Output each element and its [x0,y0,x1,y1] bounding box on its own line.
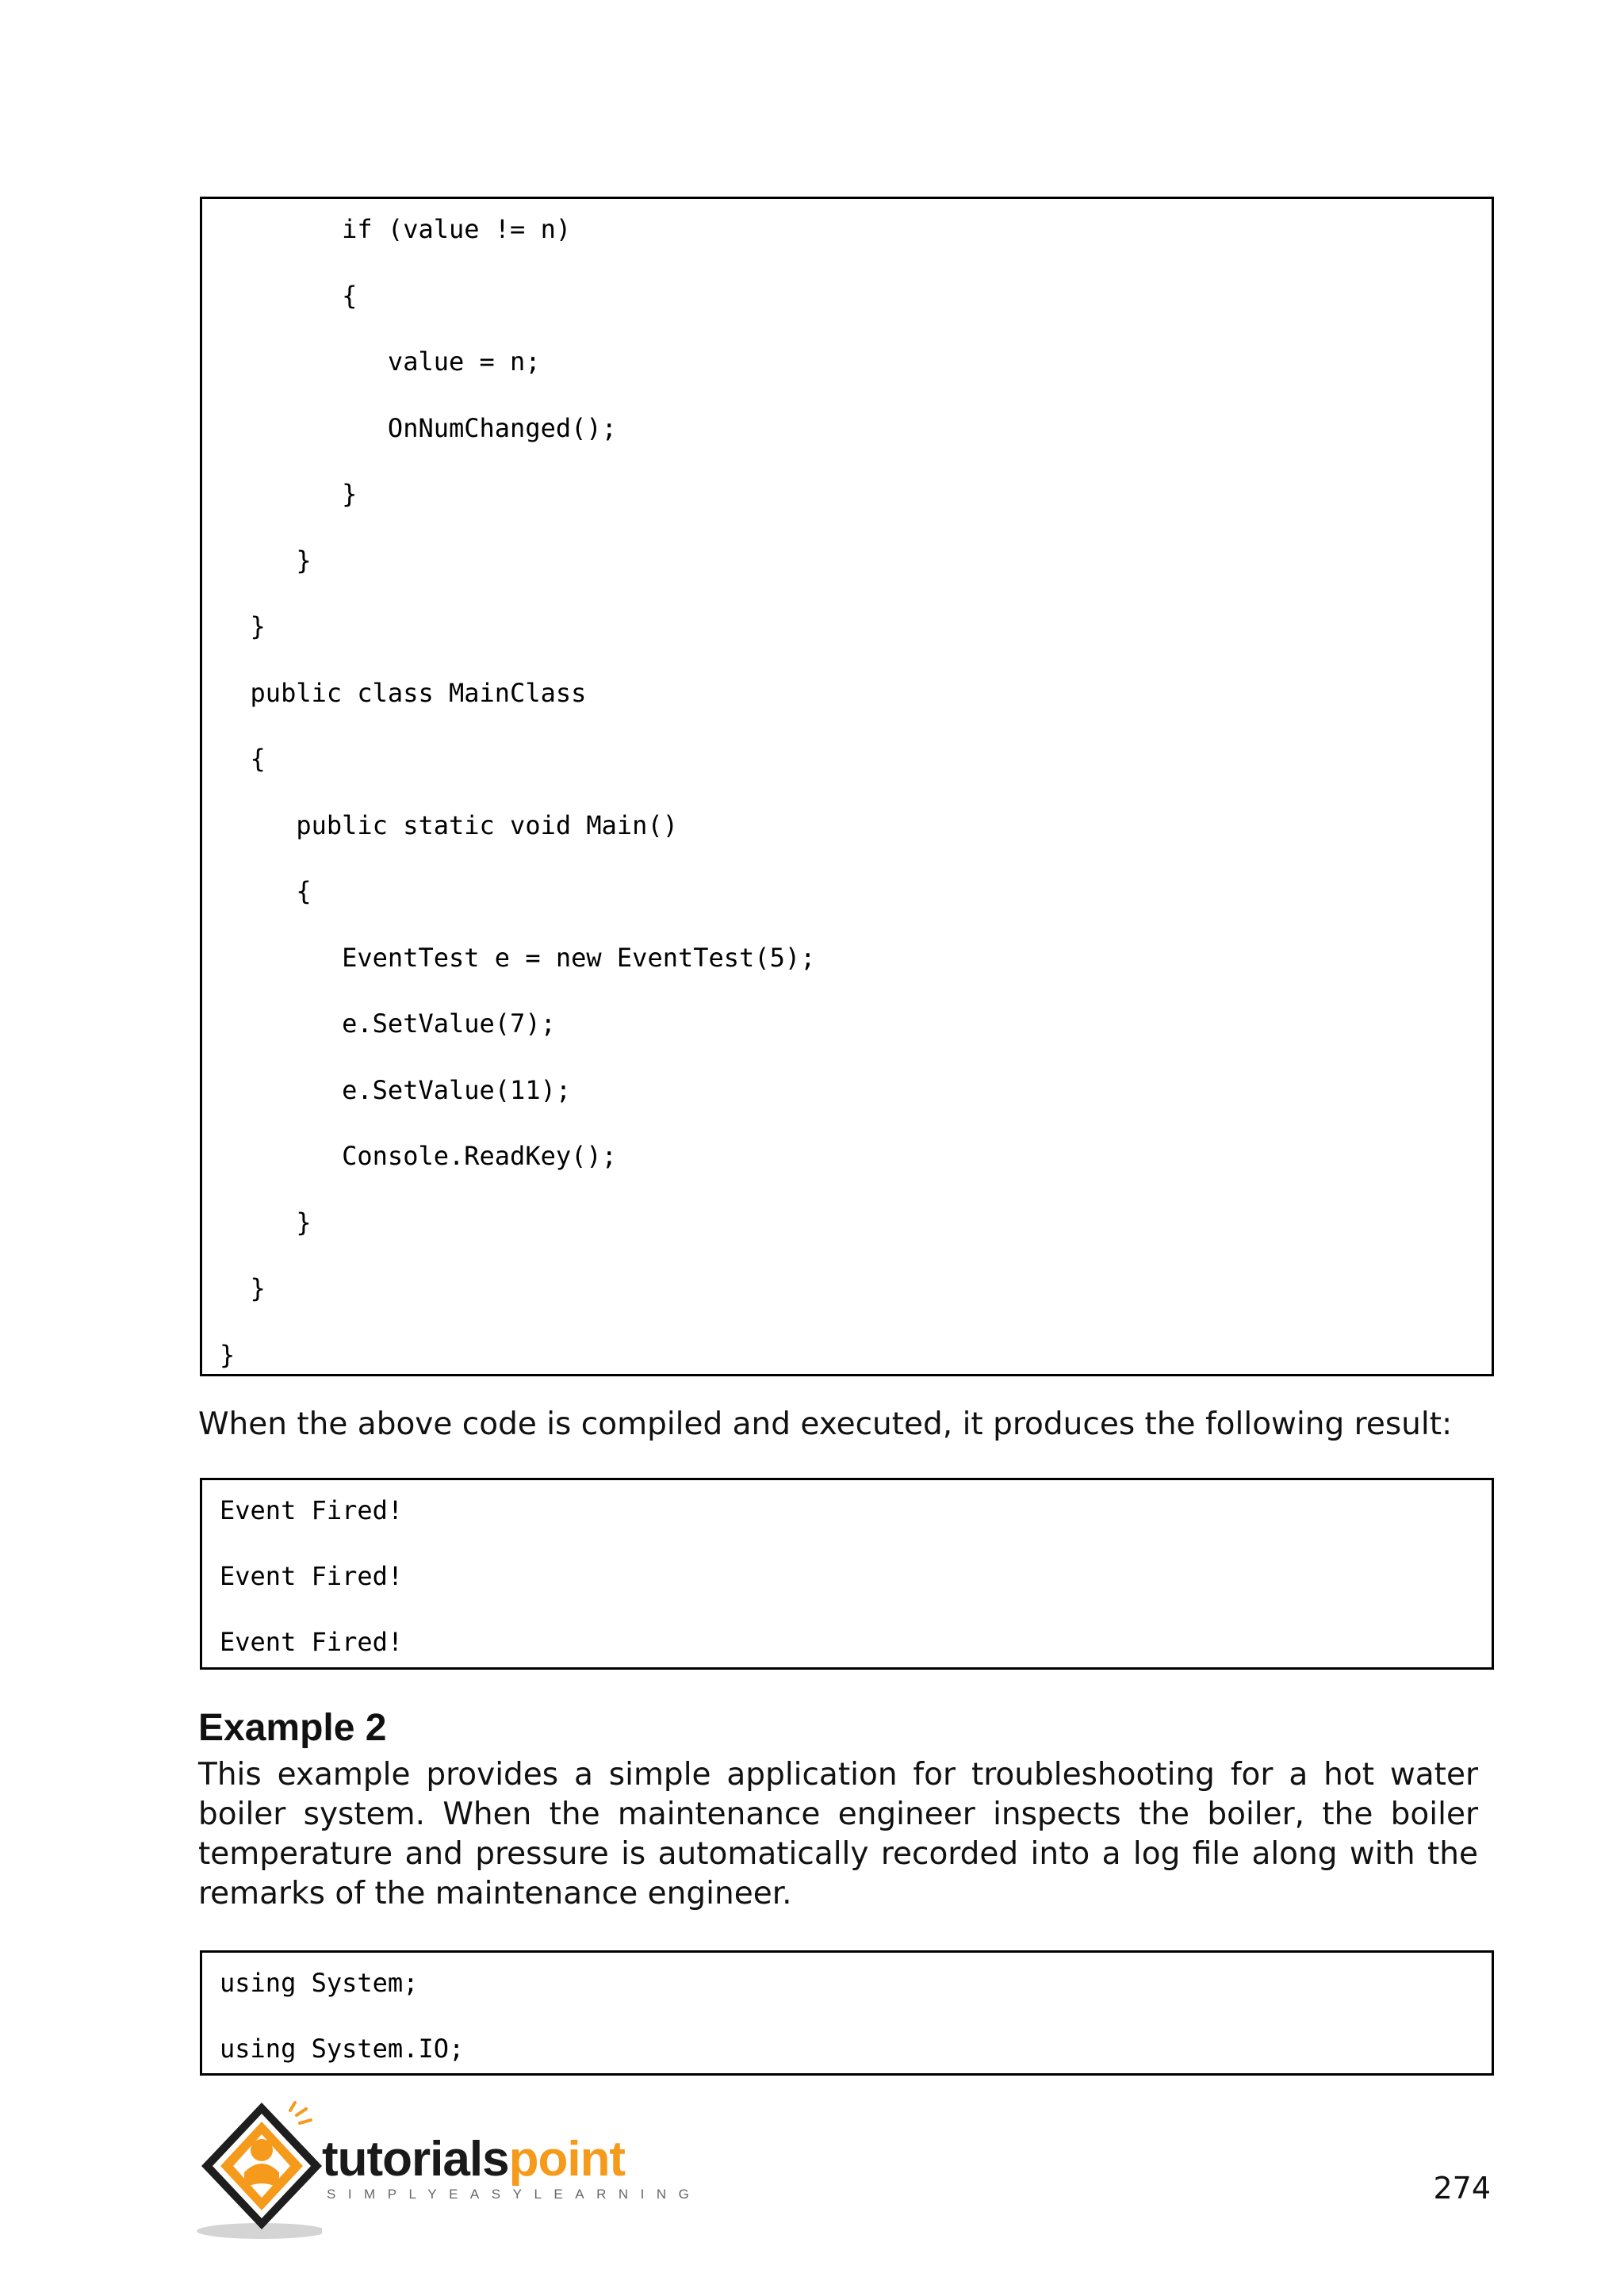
output-line: Event Fired! [220,1561,404,1591]
code-line: OnNumChanged(); [220,413,617,443]
section-paragraph: This example provides a simple application for troubleshooting for a hot water boiler system. When the maintenance engineer inspects the boiler, the boiler temperature and pressure is automatically recorded into a log file along with the remarks of the maintenance engineer. [198,1757,1478,1911]
output-line: Event Fired! [220,1627,404,1657]
output-line: Event Fired! [220,1495,404,1525]
code-block-2 [200,1950,1494,2076]
tutorialspoint-logo [195,2099,702,2242]
code-line: e.SetValue(7); [220,1008,556,1039]
tutorialspoint-logo-icon [195,2099,322,2242]
page-number: 274 [1433,2171,1491,2206]
code-line: e.SetValue(11); [220,1075,572,1105]
section-heading: Example 2 [198,1707,387,1749]
code-line: { [220,744,266,774]
code-line: EventTest e = new EventTest(5); [220,943,816,973]
result-sentence: When the above code is compiled and executed, it produces the following result: [198,1406,1453,1442]
code-line: { [220,281,358,311]
code-line: public class MainClass [220,678,587,708]
code-line: using System.IO; [220,2034,465,2064]
code-block-1 [200,197,1494,1376]
code-line: Console.ReadKey(); [220,1141,617,1171]
logo-word-point: point [508,2132,626,2187]
code-line: value = n; [220,346,541,377]
code-line: if (value != n) [220,214,572,244]
code-line: { [220,876,312,906]
code-line: } [220,479,358,509]
code-line: } [220,1340,236,1370]
code-line: public static void Main() [220,810,678,840]
output-block [200,1478,1494,1670]
logo-tagline: SIMPLYEASYLEARNING [327,2187,702,2202]
code-line: using System; [220,1968,419,1998]
code-line: } [220,611,266,641]
logo-wordmark [322,2134,625,2185]
logo-word-tutorials: tutorials [322,2132,509,2187]
code-line: } [220,545,312,576]
code-line: } [220,1207,312,1238]
code-line: } [220,1273,266,1303]
